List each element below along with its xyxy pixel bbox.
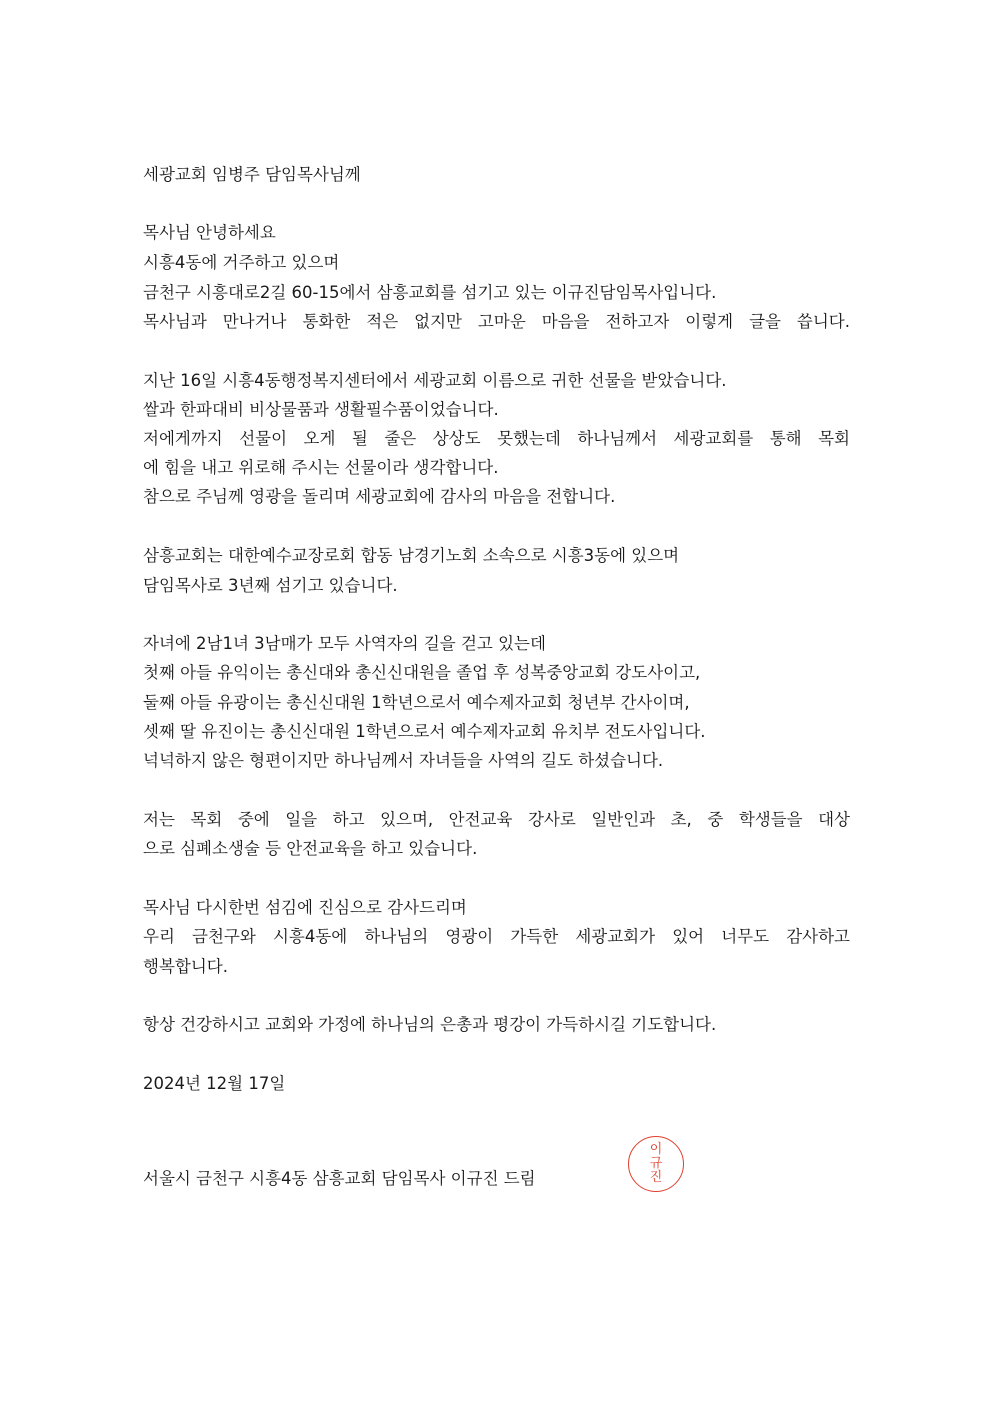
body-line: 금천구 시흥대로2길 60-15에서 삼흥교회를 섬기고 있는 이규진담임목사입니다. (143, 283, 717, 302)
body-line: 둘째 아들 유광이는 총신신대원 1학년으로서 예수제자교회 청년부 간사이며, (143, 693, 690, 712)
body-line: 담임목사로 3년째 섬기고 있습니다. (143, 576, 398, 595)
body-line: 목사님과 만나거나 통화한 적은 없지만 고마운 마음을 전하고자 이렇게 글을 씁니다. (143, 312, 850, 331)
seal-char: 규 (649, 1156, 663, 1171)
body-line: 시흥4동에 거주하고 있으며 (143, 253, 340, 272)
body-line: 참으로 주님께 영광을 돌리며 세광교회에 감사의 마음을 전합니다. (143, 487, 616, 506)
body-line: 첫째 아들 유익이는 총신대와 총신신대원을 졸업 후 성복중앙교회 강도사이고, (143, 663, 701, 682)
body-line: 셋째 딸 유진이는 총신신대원 1학년으로서 예수제자교회 유치부 전도사입니다. (143, 722, 706, 741)
body-line: 우리 금천구와 시흥4동에 하나님의 영광이 가득한 세광교회가 있어 너무도 감사하고 (143, 927, 850, 946)
salutation: 세광교회 임병주 담임목사님께 (143, 165, 361, 184)
signature: 서울시 금천구 시흥4동 삼흥교회 담임목사 이규진 드림 (143, 1169, 536, 1188)
seal-char: 진 (649, 1170, 663, 1185)
body-line: 넉넉하지 않은 형편이지만 하나님께서 자녀들을 사역의 길도 하셨습니다. (143, 751, 664, 770)
body-line: 저에게까지 선물이 오게 될 줄은 상상도 못했는데 하나님께서 세광교회를 통해 목회 (143, 429, 850, 448)
body-line: 저는 목회 중에 일을 하고 있으며, 안전교육 강사로 일반인과 초, 중 학생들을 대상 (143, 810, 850, 829)
body-line: 목사님 안녕하세요 (143, 223, 276, 242)
body-line: 에 힘을 내고 위로해 주시는 선물이라 생각합니다. (143, 458, 499, 477)
letter-date: 2024년 12월 17일 (143, 1074, 286, 1093)
seal-char: 이 (649, 1142, 663, 1157)
body-line: 목사님 다시한번 섬김에 진심으로 감사드리며 (143, 898, 467, 917)
body-line: 항상 건강하시고 교회와 가정에 하나님의 은총과 평강이 가득하시길 기도합니다. (143, 1015, 717, 1034)
body-line: 자녀에 2남1녀 3남매가 모두 사역자의 길을 걷고 있는데 (143, 634, 546, 653)
body-line: 쌀과 한파대비 비상물품과 생활필수품이었습니다. (143, 400, 499, 419)
body-line: 으로 심폐소생술 등 안전교육을 하고 있습니다. (143, 839, 478, 858)
body-line: 행복합니다. (143, 957, 228, 976)
body-line: 지난 16일 시흥4동행정복지센터에서 세광교회 이름으로 귀한 선물을 받았습니다. (143, 371, 727, 390)
name-seal (628, 1136, 684, 1192)
body-line: 삼흥교회는 대한예수교장로회 합동 남경기노회 소속으로 시흥3동에 있으며 (143, 546, 680, 565)
